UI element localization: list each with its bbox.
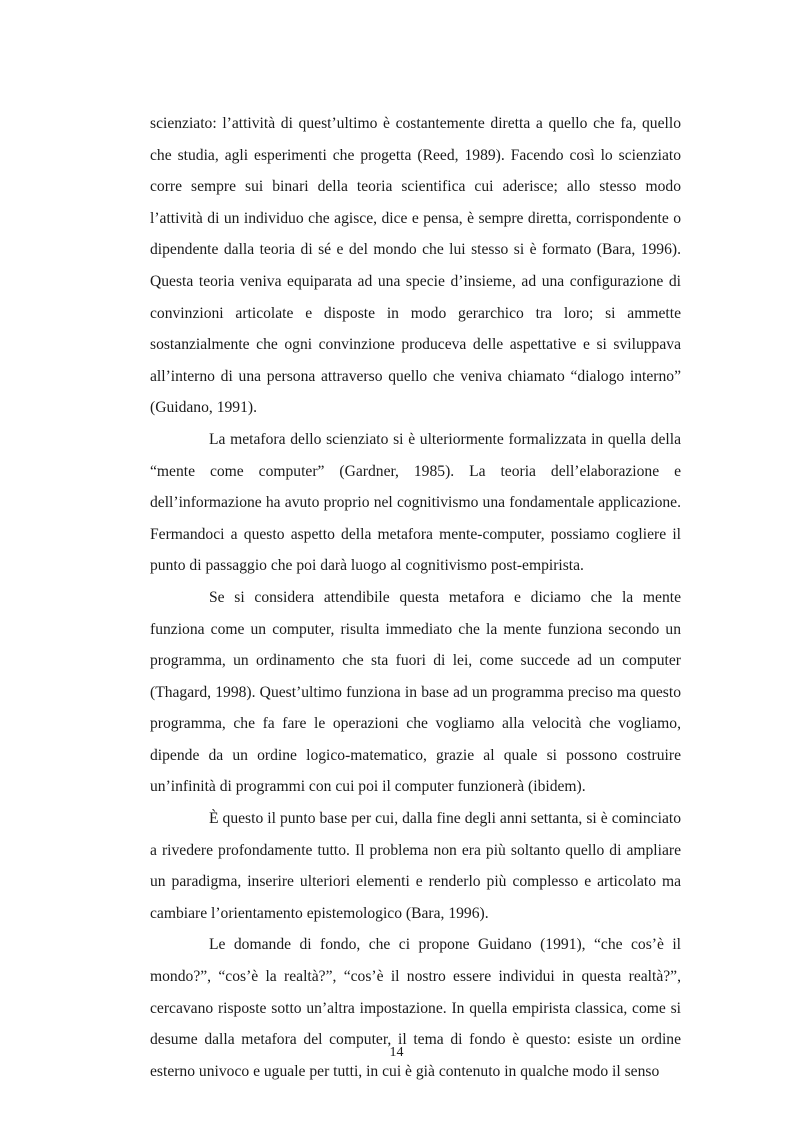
paragraph-1: scienziato: l’attività di quest’ultimo è costantemente diretta a quello che fa, quello che studia, agli esperimenti che progetta (Reed, 1989). Facendo così lo scienziato corre sempre sui binari della teoria scientifica cui aderisce; allo stesso modo l’attività di un individuo che agisce, dice e pensa, è sempre diretta, corrispondente o dipendente dalla teoria di sé e del mondo che lui stesso si è formato (Bara, 1996). Questa teoria veniva equiparata ad una specie d’insieme, ad una configurazione di convinzioni articolate e disposte in modo gerarchico tra loro; si ammette sostanzialmente che ogni convinzione produceva delle aspettative e si sviluppava all’interno di una persona attraverso quello che veniva chiamato “dialogo interno” (Guidano, 1991). bbox=[150, 115, 681, 417]
paragraph-5: Le domande di fondo, che ci propone Guidano (1991), “che cos’è il mondo?”, “cos’è la realtà?”, “cos’è il nostro essere individui in questa realtà?”, cercavano risposte sotto un’altra impostazione. In quella empirista classica, come si desume dalla metafora del computer, il tema di fondo è questo: esiste un ordine esterno univoco e uguale per tutti, in cui è già contenuto in qualche modo il senso bbox=[150, 936, 681, 1080]
paragraph-2: La metafora dello scienziato si è ulteriormente formalizzata in quella della “mente come computer” (Gardner, 1985). La teoria dell’elaborazione e dell’informazione ha avuto proprio nel cognitivismo una fondamentale applicazione. Fermandoci a questo aspetto della metafora mente-computer, possiamo cogliere il punto di passaggio che poi darà luogo al cognitivismo post-empirista. bbox=[150, 430, 681, 575]
paragraph-3: Se si considera attendibile questa metafora e diciamo che la mente funziona come un computer, risulta immediato che la mente funziona secondo un programma, un ordinamento che sta fuori di lei, come succede ad un computer (Thagard, 1998). Quest’ultimo funziona in base ad un programma preciso ma questo programma, che fa fare le operazioni che vogliamo alla velocità che vogliamo, dipende da un ordine logico-matematico, grazie al quale si possono costruire un’infinità di programmi con cui poi il computer funzionerà (ibidem). bbox=[150, 588, 681, 796]
page-number: 14 bbox=[389, 1045, 404, 1060]
paragraph-4: È questo il punto base per cui, dalla fine degli anni settanta, si è cominciato a rivedere profondamente tutto. Il problema non era più soltanto quello di ampliare un paradigma, inserire ulteriori elementi e renderlo più complesso e articolato ma cambiare l’orientamento epistemologico (Bara, 1996). bbox=[150, 810, 681, 922]
body-text bbox=[150, 108, 681, 1087]
